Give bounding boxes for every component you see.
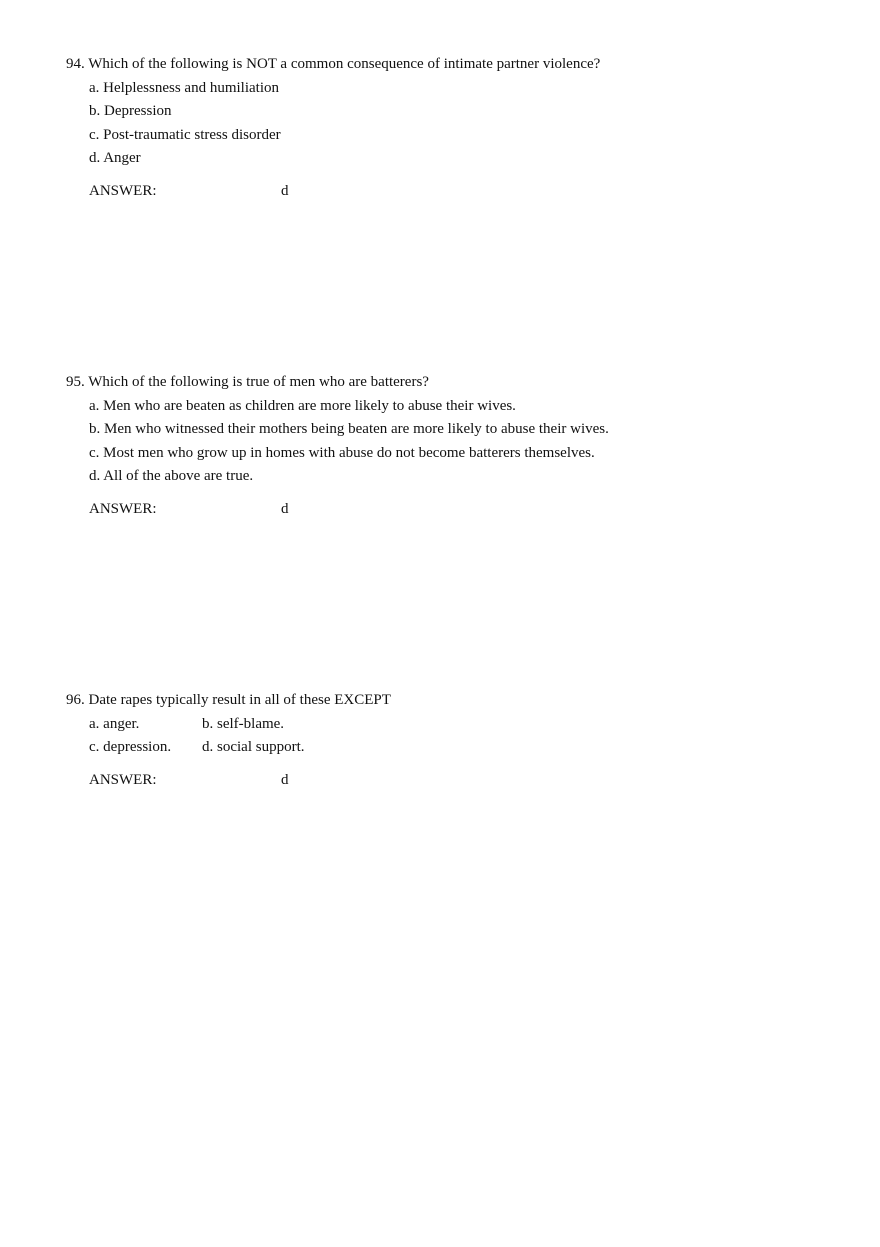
- answer-label: ANSWER:: [89, 183, 157, 199]
- option-letter: a.: [89, 397, 100, 414]
- question-stem: Which of the following is true of men who are batterers?: [88, 374, 429, 390]
- option-b: [89, 420, 846, 438]
- question-stem: Which of the following is NOT a common consequence of intimate partner violence?: [88, 56, 601, 72]
- option-letter: c.: [89, 126, 100, 143]
- question-number: 94.: [66, 56, 85, 72]
- answer-value: d: [281, 183, 289, 199]
- option-d: [89, 467, 846, 485]
- option-d: [202, 738, 305, 756]
- question-stem: Date rapes typically result in all of these EXCEPT: [88, 692, 391, 708]
- option-text: Post-traumatic stress disorder: [103, 126, 281, 143]
- option-text: social support.: [217, 739, 305, 755]
- option-letter: a.: [89, 79, 100, 96]
- question-text: [66, 55, 846, 73]
- option-b: [89, 102, 846, 120]
- option-a: [89, 715, 139, 733]
- option-text: Men who are beaten as children are more likely to abuse their wives.: [103, 397, 516, 414]
- option-letter: d.: [89, 468, 101, 484]
- answer-label: ANSWER:: [89, 772, 157, 788]
- option-letter: b.: [89, 421, 101, 437]
- option-row-2: [89, 738, 846, 756]
- answer-value: d: [281, 501, 289, 517]
- question-96: [66, 691, 846, 789]
- option-c: [89, 444, 846, 462]
- answer-line: [89, 500, 846, 518]
- option-text: Most men who grow up in homes with abuse do not become batterers themselves.: [103, 444, 595, 461]
- option-text: Anger: [103, 150, 141, 166]
- option-letter: d.: [202, 739, 214, 755]
- option-letter: b.: [202, 715, 214, 732]
- option-letter: d.: [89, 150, 101, 166]
- answer-line: [89, 182, 846, 200]
- option-letter: b.: [89, 103, 101, 119]
- question-number: 96.: [66, 692, 85, 708]
- option-text: Men who witnessed their mothers being beaten are more likely to abuse their wives.: [104, 421, 609, 437]
- option-text: anger.: [103, 715, 140, 732]
- option-c: [89, 738, 171, 756]
- option-c: [89, 126, 846, 144]
- question-number: 95.: [66, 374, 85, 390]
- option-b: [202, 715, 284, 733]
- option-text: All of the above are true.: [103, 468, 254, 484]
- option-text: Helplessness and humiliation: [103, 79, 279, 96]
- question-text: [66, 373, 846, 391]
- answer-label: ANSWER:: [89, 501, 157, 517]
- option-letter: a.: [89, 715, 100, 732]
- option-text: Depression: [104, 103, 172, 119]
- option-text: depression.: [103, 739, 172, 755]
- option-letter: c.: [89, 739, 100, 755]
- option-text: self-blame.: [217, 715, 285, 732]
- option-letter: c.: [89, 444, 100, 461]
- question-95: [66, 373, 846, 518]
- option-a: [89, 397, 846, 415]
- question-text: [66, 691, 846, 709]
- answer-value: d: [281, 772, 289, 788]
- question-94: [66, 55, 846, 200]
- option-row-1: [89, 715, 846, 733]
- option-a: [89, 79, 846, 97]
- option-d: [89, 149, 846, 167]
- answer-line: [89, 771, 846, 789]
